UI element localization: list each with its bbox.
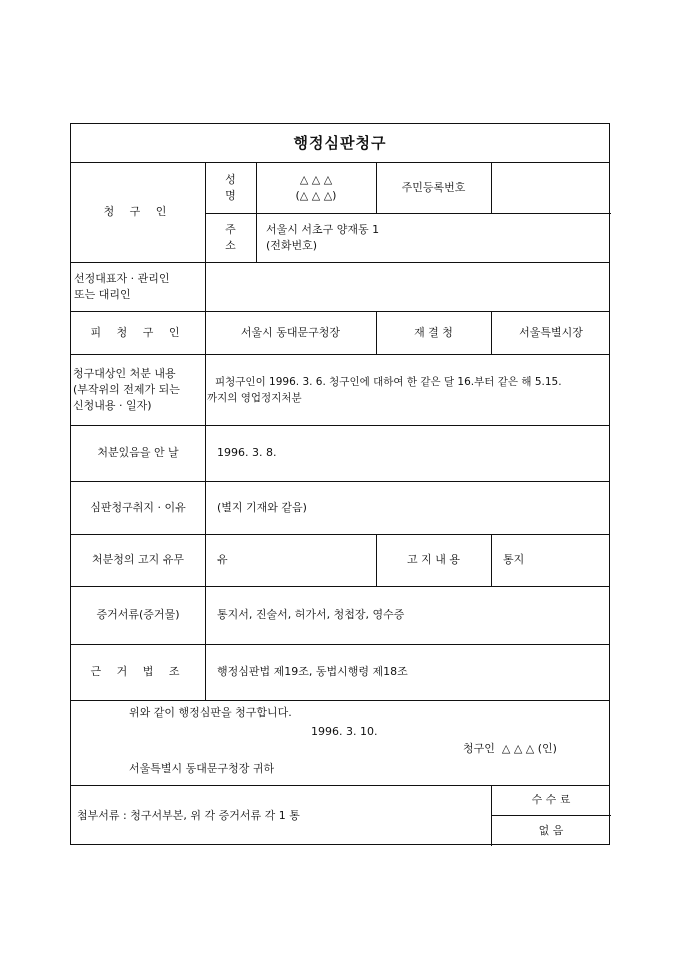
address-label xyxy=(205,213,256,262)
statement-date: 1996. 3. 10. xyxy=(311,725,378,738)
address-label-line: 주 xyxy=(225,222,236,236)
disposition-value-line: 까지의 영업정지처분 xyxy=(207,391,302,404)
respondent-value-text: 서울시 동대문구청장 xyxy=(240,325,341,339)
address-label-line: 소 xyxy=(225,238,236,252)
representative-label-line: 선정대표자 · 관리인 xyxy=(74,271,170,285)
id-number-label xyxy=(376,162,491,213)
disposition-label-line: (부작위의 전제가 되는 xyxy=(73,382,180,396)
disposition-value-line: 피청구인이 1996. 3. 6. 청구인에 대하여 한 같은 달 16.부터 같은 해 5.15. xyxy=(215,375,562,388)
ruling-agency-label xyxy=(376,311,491,354)
attachments-label xyxy=(71,785,491,846)
notice-content-label-text: 고 지 내 용 xyxy=(407,553,460,566)
attachments-label-text: 첨부서류 : 청구서부본, 위 각 증거서류 각 1 통 xyxy=(77,808,300,822)
representative-label-line: 또는 대리인 xyxy=(74,287,131,301)
claimant-label-text: 청 구 인 xyxy=(103,205,173,218)
disposition-label xyxy=(71,354,205,425)
disposition-value xyxy=(205,354,611,425)
representative-value xyxy=(205,262,611,311)
name-value-line: △ △ △ xyxy=(299,172,333,186)
address-value-line: 서울시 서초구 양재동 1 xyxy=(266,222,380,236)
known-date-value-text: 1996. 3. 8. xyxy=(217,446,277,459)
legal-basis-value-text: 행정심판법 제19조, 동법시행령 제18조 xyxy=(217,665,408,678)
statement-line: 위와 같이 행정심판을 청구합니다. xyxy=(129,706,292,719)
statement-addressee: 서울특별시 동대문구청장 귀하 xyxy=(129,762,275,775)
disposition-label-line: 신청내용 · 일자) xyxy=(73,398,152,412)
purpose-value-text: (별지 기재와 같음) xyxy=(217,500,307,514)
notice-content-value-text: 통지 xyxy=(503,553,525,566)
name-label-line: 성 xyxy=(225,172,236,186)
ruling-agency-label-text: 재 결 청 xyxy=(414,325,453,339)
fee-label-text: 수 수 료 xyxy=(531,793,571,806)
notice-label xyxy=(71,534,205,586)
notice-value-text: 유 xyxy=(217,553,228,566)
claimant-label xyxy=(71,162,205,262)
legal-basis-label xyxy=(71,644,205,700)
purpose-label xyxy=(71,481,205,534)
rule xyxy=(71,700,609,701)
respondent-value xyxy=(205,311,376,354)
name-value xyxy=(256,162,376,213)
ruling-agency-value xyxy=(491,311,611,354)
notice-content-value xyxy=(491,534,611,586)
evidence-value xyxy=(205,586,611,644)
appeal-form xyxy=(70,123,610,845)
name-label-line: 명 xyxy=(225,188,236,202)
notice-value xyxy=(205,534,376,586)
fee-value xyxy=(491,815,611,846)
notice-content-label xyxy=(376,534,491,586)
legal-basis-value xyxy=(205,644,611,700)
id-number-value xyxy=(491,162,611,213)
representative-label xyxy=(71,262,205,311)
evidence-value-text: 통지서, 진술서, 허가서, 청첩장, 영수증 xyxy=(217,608,405,621)
id-number-label-text: 주민등록번호 xyxy=(401,180,466,194)
respondent-label xyxy=(71,311,205,354)
known-date-label-text: 처분있음을 안 날 xyxy=(97,446,179,459)
name-label xyxy=(205,162,256,213)
known-date-label xyxy=(71,425,205,481)
legal-basis-label-text: 근 거 법 조 xyxy=(90,665,186,678)
disposition-label-line: 청구대상인 처분 내용 xyxy=(73,366,176,380)
address-value-line: (전화번호) xyxy=(266,238,318,252)
form-title: 행정심판청구 xyxy=(71,124,609,163)
statement-signer: 청구인 △ △ △ (인) xyxy=(463,742,557,755)
respondent-label-text: 피 청 구 인 xyxy=(90,325,186,339)
address-value xyxy=(256,213,611,262)
ruling-agency-value-text: 서울특별시장 xyxy=(519,325,583,339)
fee-label xyxy=(491,785,611,815)
purpose-label-text: 심판청구취지 · 이유 xyxy=(90,500,186,514)
name-value-line: (△ △ △) xyxy=(295,188,337,202)
evidence-label-text: 증거서류(증거물) xyxy=(96,608,180,621)
notice-label-text: 처분청의 고지 유무 xyxy=(91,553,184,566)
purpose-value xyxy=(205,481,611,534)
evidence-label xyxy=(71,586,205,644)
fee-value-text: 없 음 xyxy=(538,823,564,837)
known-date-value xyxy=(205,425,611,481)
